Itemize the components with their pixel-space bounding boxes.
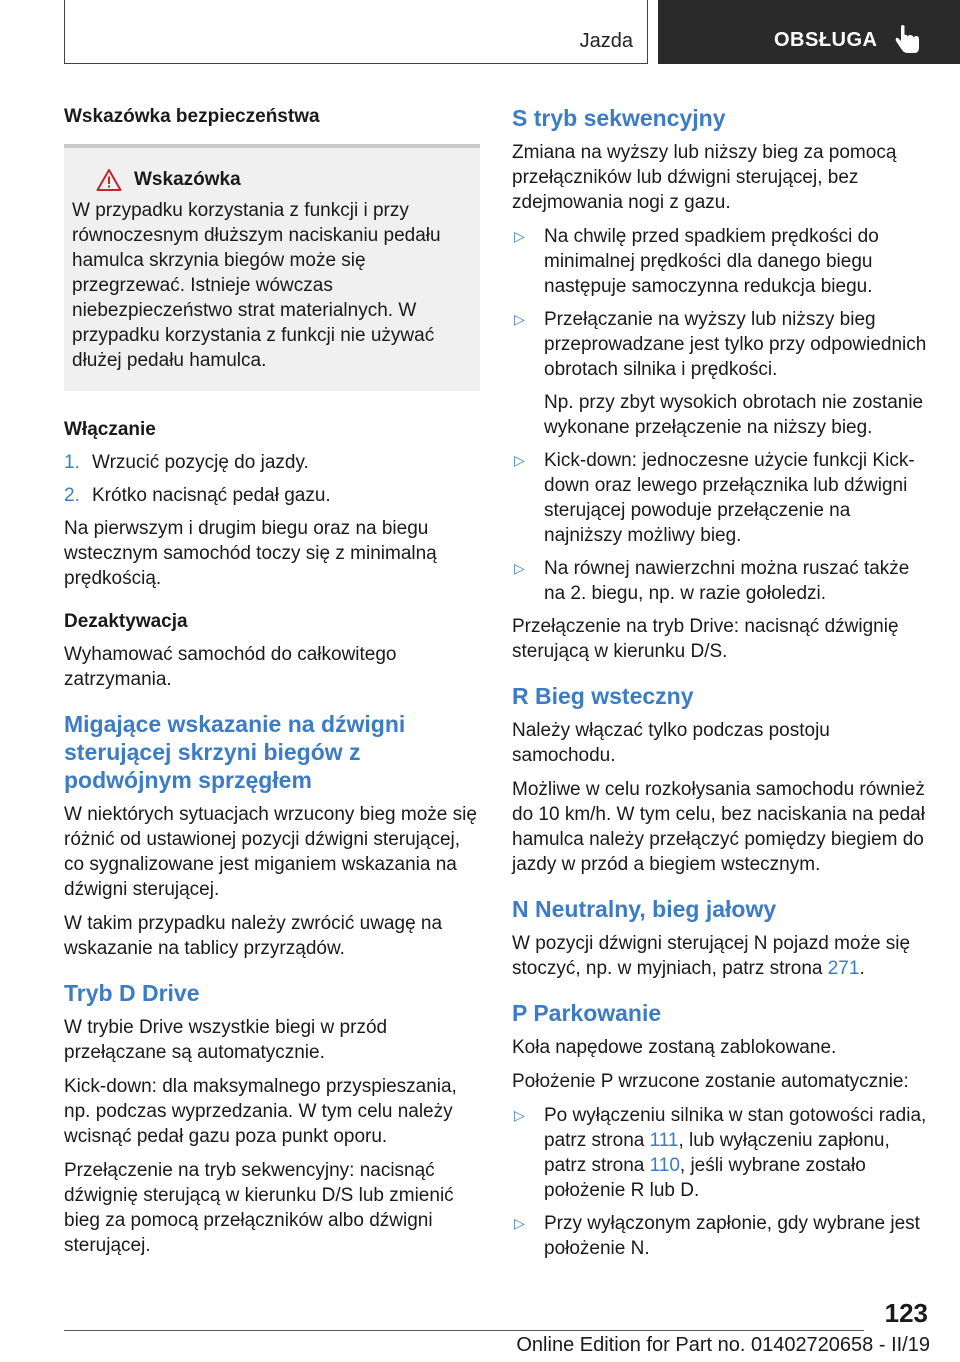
warning-triangle-icon xyxy=(96,168,122,192)
tryb-s-heading: S tryb sekwencyjny xyxy=(512,105,726,131)
bullet-text: Na równej nawierzchni można ruszać także na 2. biegu, np. w razie gołoledzi. xyxy=(544,558,910,604)
bullet-text-part: , lub wyłączeniu zapłonu, patrz strona xyxy=(544,1130,890,1176)
list-item xyxy=(512,1103,928,1203)
safety-title: Wskazówka bezpieczeństwa xyxy=(64,106,320,127)
warning-title: Wskazówka xyxy=(134,169,241,190)
migajace-paragraph-2: W takim przypadku należy zwrócić uwagę na wskazanie na tablicy przyrządów. xyxy=(64,913,443,959)
neutral-text-end: . xyxy=(859,958,865,979)
bieg-r-paragraph-2: Możliwe w celu rozkołysania samochodu również do 10 km/h. W tym celu, bez naciskania na pedał hamulca należy przełączyć pomiędzy biegiem do jazdy w przód a biegiem wstecznym. xyxy=(512,779,925,875)
parkowanie-heading: P Parkowanie xyxy=(512,1000,662,1026)
list-item xyxy=(512,556,928,606)
bullet-text-part: , jeśli wybrane zostało położenie R lub D. xyxy=(544,1155,866,1201)
chapter-title: Jazda xyxy=(579,30,633,52)
tryb-s-outro: Przełączenie na tryb Drive: nacisnąć dźwignię sterującą w kierunku D/S. xyxy=(512,616,899,662)
page-header xyxy=(0,0,960,66)
bieg-r-heading: R Bieg wsteczny xyxy=(512,683,694,709)
list-item xyxy=(64,450,480,475)
bieg-r-paragraph-1: Należy włączać tylko podczas postoju samochodu. xyxy=(512,720,830,766)
list-item xyxy=(512,224,928,299)
bullet-text: Na chwilę przed spadkiem prędkości do minimalnej prędkości dla danego biegu następuje samoczynna redukcja biegu. xyxy=(544,226,879,297)
list-item xyxy=(512,448,928,548)
neutral-heading: N Neutralny, bieg jałowy xyxy=(512,896,777,922)
page-number: 123 xyxy=(884,1298,928,1328)
migajace-heading: Migające wskazanie na dźwigni sterującej skrzyni biegów z podwójnym sprzęgłem xyxy=(64,711,406,793)
dezaktywacja-heading: Dezaktywacja xyxy=(64,611,188,632)
bullet-triangle-icon: ▷ xyxy=(514,1215,525,1231)
tryb-d-paragraph-1: W trybie Drive wszystkie biegi w przód przełączane są automatycznie. xyxy=(64,1017,388,1063)
page-link-271[interactable]: 271 xyxy=(827,958,860,979)
right-column xyxy=(512,100,928,1269)
step-text: Wrzucić pozycję do jazdy. xyxy=(92,452,309,473)
bullet-text: Przy wyłączonym zapłonie, gdy wybrane jest położenie N. xyxy=(544,1213,920,1259)
dezaktywacja-text: Wyhamować samochód do całkowitego zatrzymania. xyxy=(64,644,397,690)
parkowanie-paragraph-1: Koła napędowe zostaną zablokowane. xyxy=(512,1037,837,1058)
migajace-paragraph-1: W niektórych sytuacjach wrzucony bieg może się różnić od ustawionej pozycji dźwigni sterującej, co sygnalizowane jest miganiem wskazania na dźwigni sterującej. xyxy=(64,804,477,900)
footer-divider xyxy=(64,1330,864,1331)
bullet-triangle-icon: ▷ xyxy=(514,1107,525,1123)
bullet-triangle-icon: ▷ xyxy=(514,311,525,327)
warning-box xyxy=(64,144,480,391)
bullet-triangle-icon: ▷ xyxy=(514,560,525,576)
bullet-subtext: Np. przy zbyt wysokich obrotach nie zostanie wykonane przełączenie na niższy bieg. xyxy=(544,392,924,438)
tryb-s-intro: Zmiana na wyższy lub niższy bieg za pomocą przełączników lub dźwigni sterującej, bez zdejmowania nogi z gazu. xyxy=(512,142,897,213)
bullet-text: Kick-down: jednoczesne użycie funkcji Kick-down oraz lewego przełącznika lub dźwigni sterującej powoduje przełączenie na najniższy możliwy bieg. xyxy=(544,450,915,546)
bullet-triangle-icon: ▷ xyxy=(514,228,525,244)
tryb-d-heading: Tryb D Drive xyxy=(64,980,200,1006)
section-tab-label: OBSŁUGA xyxy=(774,29,878,51)
step-number: 2. xyxy=(64,485,80,506)
list-item xyxy=(512,307,928,440)
bullet-text xyxy=(544,1103,928,1203)
page-link-110[interactable]: 110 xyxy=(649,1155,680,1176)
page-link-111[interactable]: 111 xyxy=(649,1130,679,1151)
bullet-text: Przełączanie na wyższy lub niższy bieg przeprowadzane jest tylko przy odpowiednich obrotach silnika i prędkości. xyxy=(544,309,927,380)
neutral-text xyxy=(512,931,928,981)
warning-text: W przypadku korzystania z funkcji i przy równoczesnym dłuższym naciskaniu pedału hamulca skrzynia biegów może się przegrzewać. Istnieje wówczas niebezpieczeństwo strat materialnych. W przypadku korzystania z funkcji nie używać dłużej pedału hamulca. xyxy=(72,200,441,371)
step-text: Krótko nacisnąć pedał gazu. xyxy=(92,485,331,506)
wlaczanie-heading: Włączanie xyxy=(64,419,156,440)
neutral-text-body: W pozycji dźwigni sterującej N pojazd może się stoczyć, np. w myjniach, patrz strona xyxy=(512,933,911,979)
section-tab[interactable] xyxy=(658,0,960,64)
bullet-text-part: Po wyłączeniu silnika w stan gotowości radia, patrz strona xyxy=(544,1105,927,1151)
tryb-d-paragraph-3: Przełączenie na tryb sekwencyjny: nacisnąć dźwignię sterującą w kierunku D/S lub zmienić bieg za pomocą przełączników albo dźwigni sterującej. xyxy=(64,1160,454,1256)
footer-edition: Online Edition for Part no. 01402720658 - II/19 xyxy=(516,1334,930,1356)
wlaczanie-text: Na pierwszym i drugim biegu oraz na biegu wstecznym samochód toczy się z minimalną prędkością. xyxy=(64,518,437,589)
bullet-triangle-icon: ▷ xyxy=(514,452,525,468)
tryb-d-paragraph-2: Kick-down: dla maksymalnego przyspieszania, np. podczas wyprzedzania. W tym celu należy wcisnąć pedał gazu poza punkt oporu. xyxy=(64,1076,457,1147)
parkowanie-paragraph-2: Położenie P wrzucone zostanie automatycznie: xyxy=(512,1071,909,1092)
step-number: 1. xyxy=(64,452,80,473)
pointing-hand-icon xyxy=(894,24,922,54)
list-item xyxy=(512,1211,928,1261)
left-column xyxy=(64,100,480,1267)
chapter-box xyxy=(64,0,648,64)
list-item xyxy=(64,483,480,508)
